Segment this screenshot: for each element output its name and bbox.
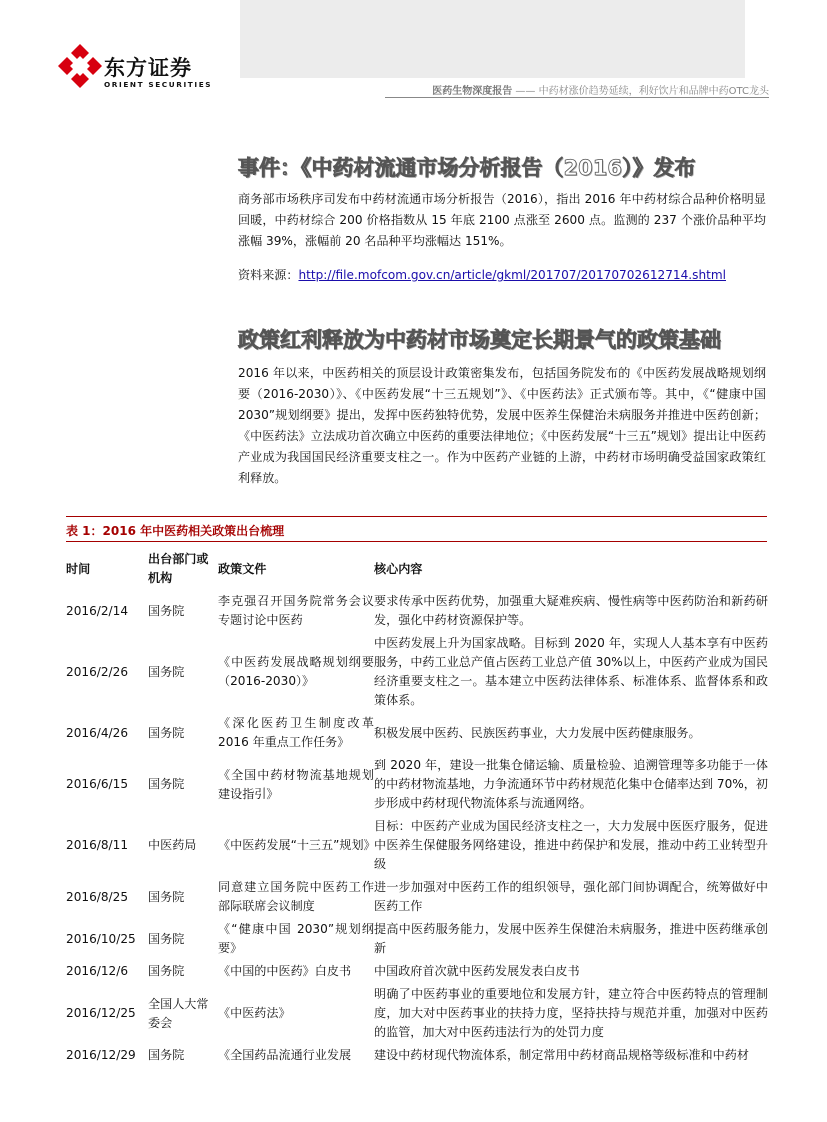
header-grey-block [240, 0, 745, 78]
cell-department: 国务院 [148, 1048, 185, 1062]
cell-date: 2016/4/26 [66, 725, 129, 740]
cell-department: 国务院 [148, 964, 185, 978]
cell-document: 同意建立国务院中医药工作部际联席会议制度 [218, 880, 374, 913]
cell-department: 全国人大常委会 [148, 996, 209, 1030]
cell-content: 要求传承中医药优势，加强重大疑难疾病、慢性病等中医药防治和新药研发，强化中药材资源保护等。 [374, 594, 768, 627]
table-row [66, 983, 768, 1044]
table-header-row [66, 548, 768, 590]
table-top-rule [66, 516, 767, 517]
header-divider [385, 97, 769, 98]
header-separator: —— [515, 86, 536, 97]
cell-date: 2016/10/25 [66, 931, 136, 946]
cell-document: 《深化医药卫生制度改革 2016 年重点工作任务》 [218, 716, 374, 749]
brand-name-en: ORIENT SECURITIES [104, 80, 213, 89]
cell-content: 建设中药材现代物流体系，制定常用中药材商品规格等级标准和中药材 [374, 1048, 749, 1062]
cell-document: 《全国药品流通行业发展 [218, 1048, 352, 1062]
table-row [66, 754, 768, 815]
header-core-content: 核心内容 [374, 561, 423, 576]
table-row [66, 876, 768, 918]
cell-department: 国务院 [148, 931, 185, 946]
cell-date: 2016/12/6 [66, 964, 129, 978]
cell-content: 提高中医药服务能力，发展中医养生保健治未病服务，推进中医药继承创新 [374, 922, 768, 955]
cell-document: 《全国中药材物流基地规划建设指引》 [218, 767, 374, 801]
table-row [66, 632, 768, 712]
source-line [238, 266, 726, 283]
cell-department: 国务院 [148, 889, 185, 904]
table-row [66, 918, 768, 960]
section-policy-body: 2016 年以来，中医药相关的顶层设计政策密集发布，包括国务院发布的《中医药发展战略规划纲要（2016-2030）》、《中医药发展“十三五规划”》、《中医药法》正式颁布等。其中，《“健康中国 2030”规划纲要》提出，发挥中医药独特优势，发展中医养生保健治未病服务并推进中医药创新；《中医药法》立法成功首次确立中医药的重要法律地位；《中医药发展“十三五”规划》提出让中医药产业成为我国国民经济重要支柱之一。作为中医药产业链的上游，中药材市场明确受益国家政策红利释放。 [238, 366, 766, 485]
section-title-policy: 政策红利释放为中药材市场奠定长期景气的政策基础 [238, 328, 721, 352]
table-row [66, 960, 768, 983]
cell-date: 2016/2/14 [66, 603, 129, 618]
header-policy-document: 政策文件 [218, 561, 267, 576]
table-title: 表 1：2016 年中医药相关政策出台梳理 [66, 524, 285, 538]
table-title-rule [66, 541, 767, 542]
table-row [66, 590, 768, 632]
brand-name-cn: 东方证券 [104, 56, 192, 80]
cell-date: 2016/8/11 [66, 838, 129, 852]
source-label: 资料来源： [238, 268, 299, 282]
cell-document: 《中医药发展“十三五”规划》 [218, 838, 376, 852]
cell-department: 国务院 [148, 664, 185, 679]
table-row [66, 1044, 768, 1067]
cell-department: 国务院 [148, 603, 185, 618]
cell-department: 国务院 [148, 725, 185, 740]
cell-date: 2016/12/29 [66, 1048, 136, 1062]
cell-document: 《中医药法》 [218, 1006, 291, 1020]
cell-content: 到 2020 年，建设一批集仓储运输、质量检验、追溯管理等多功能于一体的中药材物流基地，力争流通环节中药材规范化集中仓储率达到 70%，初步形成中药材现代物流体系与流通网络。 [374, 758, 768, 810]
source-link[interactable]: http://file.mofcom.gov.cn/article/gkml/201707/20170702612714.shtml [298, 268, 726, 282]
cell-content: 中国政府首次就中医药发展发表白皮书 [374, 964, 580, 978]
header-time: 时间 [66, 561, 91, 576]
cell-date: 2016/8/25 [66, 889, 129, 904]
cell-document: 《中医药发展战略规划纲要（2016-2030）》 [218, 655, 374, 688]
cell-date: 2016/12/25 [66, 1006, 136, 1020]
running-header [432, 82, 769, 97]
cell-content: 中医药发展上升为国家战略。目标到 2020 年，实现人人基本享有中医药服务，中药工业总产值占医药工业总产值 30%以上，中医药产业成为国民经济重要支柱之一。基本建立中医药法律体系、标准体系、监督体系和政策体系。 [374, 636, 768, 707]
report-type: 医药生物深度报告 [432, 86, 513, 97]
cell-document: 《“健康中国 2030”规划纲要》 [218, 922, 374, 955]
policy-table [66, 548, 768, 1067]
table-row [66, 815, 768, 876]
cell-content: 积极发展中医药、民族医药事业，大力发展中医药健康服务。 [374, 725, 701, 740]
cell-content: 明确了中医药事业的重要地位和发展方针，建立符合中医药特点的管理制度，加大对中医药事业的扶持力度，坚持扶持与规范并重，加强对中医药的监管，加大对中医药违法行为的处罚力度 [374, 987, 768, 1039]
cell-date: 2016/2/26 [66, 664, 129, 679]
report-subtitle: 中药材涨价趋势延续，利好饮片和品牌中药OTC龙头 [538, 86, 769, 97]
header-department: 出台部门或机构 [148, 552, 209, 585]
cell-document: 《中国的中医药》白皮书 [218, 964, 352, 978]
cell-department: 国务院 [148, 777, 185, 791]
orient-securities-logo-icon [58, 44, 102, 88]
cell-content: 目标：中医药产业成为国民经济支柱之一，大力发展中医医疗服务，促进中医养生保健服务网络建设，推进中药保护和发展，推动中药工业转型升级 [374, 819, 768, 871]
cell-date: 2016/6/15 [66, 777, 129, 791]
cell-document: 李克强召开国务院常务会议专题讨论中医药 [218, 594, 374, 627]
section-event-body: 商务部市场秩序司发布中药材流通市场分析报告（2016），指出 2016 年中药材综合品种价格明显回暖，中药材综合 200 价格指数从 15 年底 2100 点涨至 2600 点。监测的 237 个涨价品种平均涨幅 39%，涨幅前 20 名品种平均涨幅达 151%。 [238, 192, 766, 248]
table-row [66, 712, 768, 754]
cell-content: 进一步加强对中医药工作的组织领导，强化部门间协调配合，统筹做好中医药工作 [374, 880, 768, 913]
section-title-event: 事件：《中药材流通市场分析报告（2016）》发布 [238, 156, 696, 180]
cell-department: 中医药局 [148, 838, 197, 852]
